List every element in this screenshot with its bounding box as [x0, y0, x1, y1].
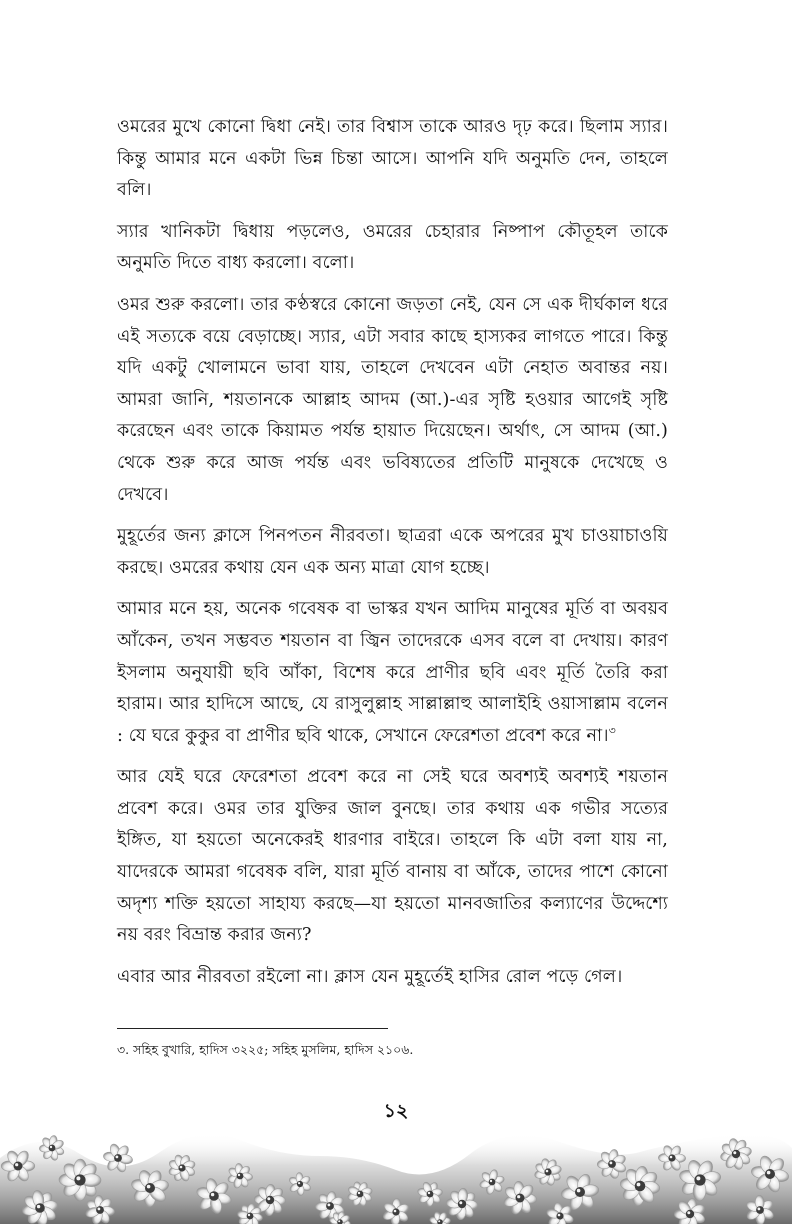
- paragraph: আর যেই ঘরে ফেরেশতা প্রবেশ করে না সেই ঘরে অবশ্যই অবশ্যই শয়তান প্রবেশ করে। ওমর তার যুক্তির জাল বুনছে। তার কথায় এক গভীর সত্যের ইঙ্গিত, যা হয়তো অনেকেরই ধারণার বাইরে। তাহলে কি এটা বলা যায় না, যাদেরকে আমরা গবেষক বলি, যারা মূর্তি বানায় বা আঁকে, তাদের পাশে কোনো অদৃশ্য শক্তি হয়তো সাহায্য করছে—যা হয়তো মানবজাতির কল্যাণের উদ্দেশ্যে নয় বরং বিভ্রান্ত করার জন্য?: [117, 767, 668, 946]
- flower-icon: [59, 1159, 101, 1201]
- paragraph: স্যার খানিকটা দ্বিধায় পড়লেও, ওমরের চেহারার নিষ্পাপ কৌতূহল তাকে অনুমতি দিতে বাধ্য করলো। বলো।: [117, 221, 668, 274]
- paragraph: ওমরের মুখে কোনো দ্বিধা নেই। তার বিশ্বাস তাকে আরও দৃঢ় করে। ছিলাম স্যার। কিন্তু আমার মনে একটা ভিন্ন চিন্তা আসে। আপনি যদি অনুমতি দেন, তাহলে বলি।: [117, 117, 668, 201]
- paragraph: এবার আর নীরবতা রইলো না। ক্লাস যেন মুহূর্তেই হাসির রোল পড়ে গেল।: [117, 966, 623, 987]
- body-text: [117, 112, 668, 1003]
- footnote-divider: [117, 1028, 388, 1029]
- footnote-reference[interactable]: ৩: [608, 723, 616, 737]
- floral-border-icon: [0, 1118, 792, 1224]
- floral-border-icon: [0, 1118, 792, 1224]
- paragraph: মুহূর্তের জন্য ক্লাসে পিনপতন নীরবতা। ছাত্ররা একে অপরের মুখ চাওয়াচাওয়ি করছে। ওমরের কথায় যেন এক অন্য মাত্রা যোগ হচ্ছে।: [117, 526, 668, 578]
- paragraph: ওমর শুরু করলো। তার কণ্ঠস্বরে কোনো জড়তা নেই, যেন সে এক দীর্ঘকাল ধরে এই সত্যকে বয়ে বেড়াচ্ছে। স্যার, এটা সবার কাছে হাস্যকর লাগতে পারে। কিন্তু যদি একটু খোলামনে ভাবা যায়, তাহলে দেখবেন এটা নেহাত অবান্তর নয়। আমরা জানি, শয়তানকে আল্লাহ আদম (আ.)-এর সৃষ্টি হওয়ার আগেই সৃষ্টি করেছেন এবং তাকে কিয়ামত পর্যন্ত হায়াত দিয়েছেন। অর্থাৎ, সে আদম (আ.) থেকে শুরু করে আজ পর্যন্ত এবং ভবিষ্যতের প্রতিটি মানুষকে দেখেছে ও দেখবে।: [117, 294, 668, 505]
- footnote: ৩. সহিহ বুখারি, হাদিস ৩২২৫; সহিহ মুসলিম, হাদিস ২১০৬.: [117, 1042, 414, 1057]
- page-number: ১২: [383, 1100, 409, 1122]
- paragraph: আমার মনে হয়, অনেক গবেষক বা ভাস্কর যখন আদিম মানুষের মূর্তি বা অবয়ব আঁকেন, তখন সম্ভবত শয়তান বা জ্বিন তাদেরকে এসব বলে বা দেখায়। কারণ ইসলাম অনুযায়ী ছবি আঁকা, বিশেষ করে প্রাণীর ছবি এবং মূর্তি তৈরি করা হারাম। আর হাদিসে আছে, যে রাসুলুল্লাহ সাল্লাল্লাহু আলাইহি ওয়াসাল্লাম বলেন : যে ঘরে কুকুর বা প্রাণীর ছবি থাকে, সেখানে ফেরেশতা প্রবেশ করে না।$^৩$: [117, 599, 668, 746]
